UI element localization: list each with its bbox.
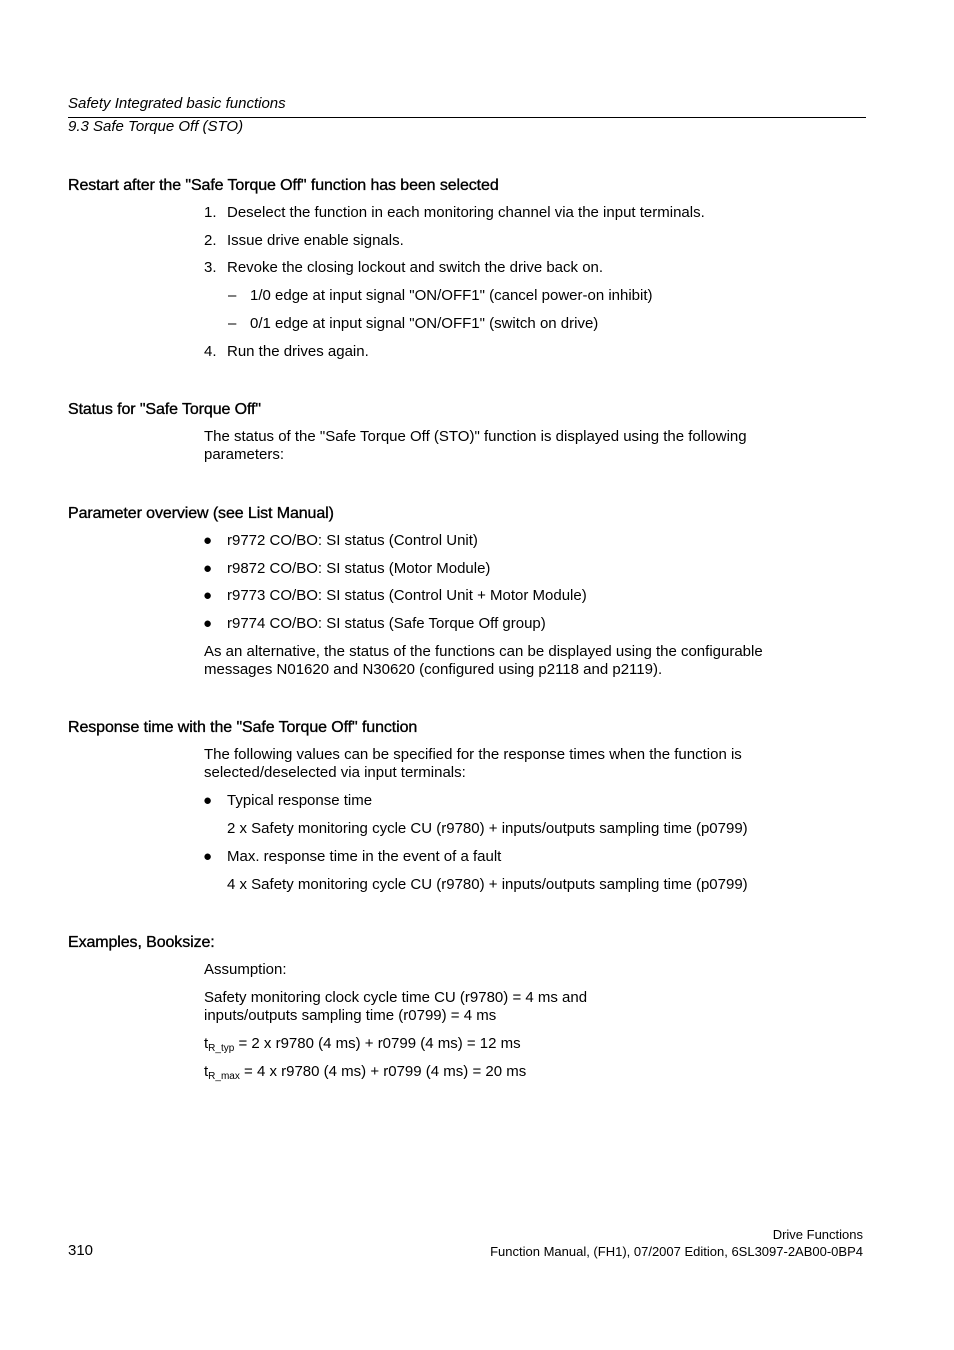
step-text: Run the drives again. [227,343,369,360]
status-text-line2: parameters: [204,446,285,463]
param-item: r9774 CO/BO: SI status (Safe Torque Off group) [227,615,546,632]
param-item: r9772 CO/BO: SI status (Control Unit) [227,532,478,549]
response-item-label: Max. response time in the event of a fault [227,848,502,865]
response-item-formula: 2 x Safety monitoring cycle CU (r9780) + inputs/outputs sampling time (p0799) [227,820,748,837]
step-number: 2. [204,232,217,249]
footer-manual: Function Manual, (FH1), 07/2007 Edition, 6SL3097-2AB00-0BP4 [490,1244,863,1259]
status-text-line1: The status of the "Safe Torque Off (STO)" function is displayed using the following [204,428,747,445]
substep-text: 0/1 edge at input signal "ON/OFF1" (switch on drive) [250,315,599,332]
example-typ-formula: $t_{R\_typ} = 2$ x r9780 (4 ms) + r0799 (4 ms) = 12 ms [204,1035,521,1054]
restart-heading: Restart after the "Safe Torque Off" function has been selected [68,177,499,194]
bullet: ● [203,560,213,577]
examples-heading: Examples, Booksize: [68,934,215,951]
bullet: ● [203,532,213,549]
params-alt-line1: As an alternative, the status of the functions can be displayed using the configurable [204,643,763,660]
param-item: r9872 CO/BO: SI status (Motor Module) [227,560,491,577]
examples-assumption: Assumption: [204,961,287,978]
bullet: ● [203,792,213,809]
response-intro-line2: selected/deselected via input terminals: [204,764,466,781]
examples-line2: inputs/outputs sampling time (r0799) = 4 ms [204,1007,497,1024]
step-number: 1. [204,204,217,221]
response-item-label: Typical response time [227,792,373,809]
step-text: Deselect the function in each monitoring channel via the input terminals. [227,204,705,221]
bullet: ● [203,587,213,604]
substep-dash: – [228,315,237,332]
step-text: Issue drive enable signals. [227,232,404,249]
examples-line1: Safety monitoring clock cycle time CU (r9780) = 4 ms and [204,989,588,1006]
response-heading: Response time with the "Safe Torque Off" function [68,719,418,736]
substep-text: 1/0 edge at input signal "ON/OFF1" (cancel power-on inhibit) [250,287,653,304]
response-item-formula: 4 x Safety monitoring cycle CU (r9780) + inputs/outputs sampling time (p0799) [227,876,748,893]
step-number: 4. [204,343,217,360]
example-max-formula: $t_{R\_max} = 4$ x r9780 (4 ms) + r0799 (4 ms) = 20 ms [204,1063,527,1082]
footer-title: Drive Functions [772,1227,863,1242]
step-number: 3. [204,259,217,276]
bullet: ● [203,848,213,865]
step-text: Revoke the closing lockout and switch the drive back on. [227,259,604,276]
param-item: r9773 CO/BO: SI status (Control Unit + Motor Module) [227,587,587,604]
bullet: ● [203,615,213,632]
running-header-chapter: Safety Integrated basic functions [68,95,286,112]
running-header-section: 9.3 Safe Torque Off (STO) [68,118,244,135]
params-heading: Parameter overview (see List Manual) [68,505,334,522]
response-intro-line1: The following values can be specified for the response times when the function is [204,746,742,763]
page-number: 310 [68,1242,94,1259]
substep-dash: – [228,287,237,304]
status-heading: Status for "Safe Torque Off" [68,401,261,418]
params-alt-line2: messages N01620 and N30620 (configured using p2118 and p2119). [204,661,663,678]
